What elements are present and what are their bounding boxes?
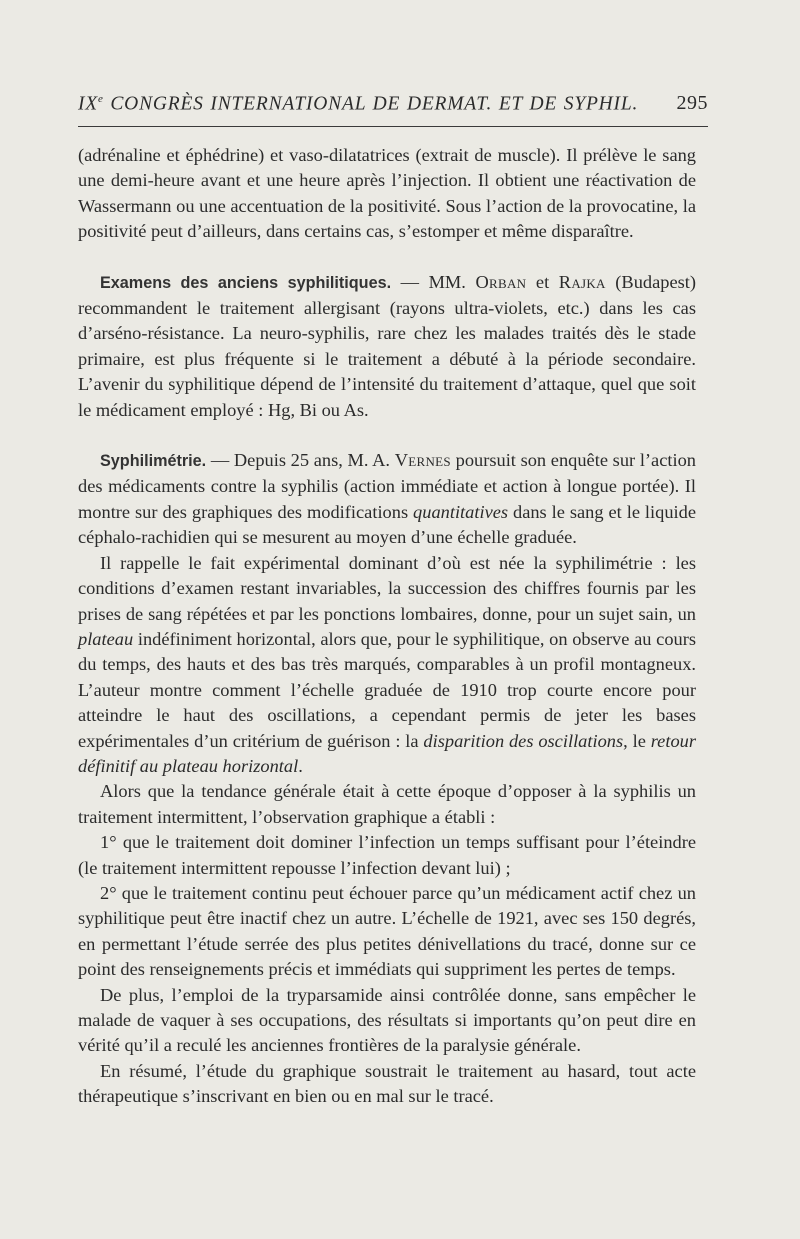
paragraph-point-1: 1° que le traitement doit dominer l’infection un temps suffisant pour l’éteindre (le traitement intermittent repousse l’infection devant lui) ; <box>78 832 696 878</box>
text-examens: (Budapest) recommandent le traitement allergisant (rayons ultra-violets, etc.) dans les cas d’arséno-résistance. La neuro-syphilis, rare chez les malades traités dès le stade primaire, est plus fréquente si le traitement a débuté à la période secondaire. L’avenir du syphilitique dépend de l’intensité du traitement d’attaque, quel que soit le médicament employé : Hg, Bi ou As. <box>78 271 696 420</box>
title-rest: CONGRÈS INTERNATIONAL DE DERMAT. ET DE SYPHIL. <box>103 93 639 114</box>
paragraph-continuation: (adrénaline et éphédrine) et vaso-dilatatrices (extrait de muscle). Il prélève le sang une demi-heure avant et une heure après l’injection. Il obtient une réactivation de Wassermann ou une accentuation de la positivité. Sous l’action de la provocatine, la positivité peut d’ailleurs, dans certains cas, s’estomper et même disparaître. <box>78 145 696 242</box>
text-part: Il rappelle le fait expérimental dominant d’où est née la syphilimétrie : les conditions d’examen restant invariables, la succession des chiffres fournis par les prises de sang répétées et par les ponctions lombaires, donne, pour un sujet sain, un <box>78 552 696 624</box>
page-number: 295 <box>676 92 708 114</box>
running-header <box>78 92 708 115</box>
text-part: dans le sang et le liquide céphalo-rachidien qui se mesurent au moyen d’une échelle graduée. <box>78 501 696 548</box>
emphasis-retour: retour définitif au plateau horizontal <box>78 730 696 776</box>
emphasis-disparition: disparition des oscillations <box>423 730 624 751</box>
paragraph-syphilimetrie <box>78 448 696 551</box>
text-and: et <box>526 271 559 292</box>
paragraph-resume: En résumé, l’étude du graphique soustrait le traitement au hasard, tout acte thérapeutique s’inscrivant en bien ou en mal sur le tracé. <box>78 1060 696 1107</box>
text-dash: — MM. <box>391 271 476 292</box>
author-name-vernes: Vernes <box>394 450 451 471</box>
paragraph-tryparsamide: De plus, l’emploi de la tryparsamide ainsi contrôlée donne, sans empêcher le malade de vaquer à ses occupations, des résultats si importants qu’on peut dire en vérité qu’il a reculé les anciennes frontières de la paralysie générale. <box>78 984 696 1056</box>
paragraph-rappel <box>78 551 696 780</box>
emphasis-quantitatives: quantitatives <box>413 501 509 522</box>
section-heading-syphilimetrie: Syphilimétrie. <box>100 452 207 471</box>
paragraph-point-2: 2° que le traitement continu peut échouer parce qu’un médicament actif chez un syphilitique peut être inactif chez un autre. L’échelle de 1921, avec ses 150 degrés, en permettant l’étude serrée des plus petites dénivellations du tracé, donne sur ce point des renseignements précis et immédiats qui suppriment les pertes de temps. <box>78 882 696 980</box>
paragraph-tendance: Alors que la tendance générale était à cette époque d’opposer à la syphilis un traitement intermittent, l’observation graphique a établi : <box>78 781 696 827</box>
text-part: indéfiniment horizontal, alors que, pour le syphilitique, on observe au cours du temps, des hauts et des bas très marqués, comparables à un profil montagneux. L’auteur montre comment l’échelle graduée de 1910 trop courte encore pour atteindre le haut des oscillations, a cependant permis de jeter les bases expérimentales d’un critérium de guérison : la <box>78 628 696 751</box>
running-title <box>78 93 638 116</box>
body-text <box>78 143 696 1110</box>
text-part: . <box>298 755 303 776</box>
text-part: — Depuis 25 ans, M. A. <box>206 450 395 471</box>
paragraph-examens <box>78 270 696 423</box>
header-rule <box>78 126 708 127</box>
text-part: , le <box>623 730 651 751</box>
emphasis-plateau: plateau <box>78 628 134 649</box>
author-name-orban: Orban <box>475 271 527 292</box>
section-heading-examens: Examens des anciens syphilitiques. <box>100 273 392 292</box>
text-part: poursuit son enquête sur l’action des médicaments contre la syphilis (action immédiate et action à longue portée). Il montre sur des graphiques des modifications <box>78 450 696 522</box>
author-name-rajka: Rajka <box>558 271 606 292</box>
title-superscript: e <box>98 92 104 105</box>
title-roman: IX <box>78 93 99 114</box>
